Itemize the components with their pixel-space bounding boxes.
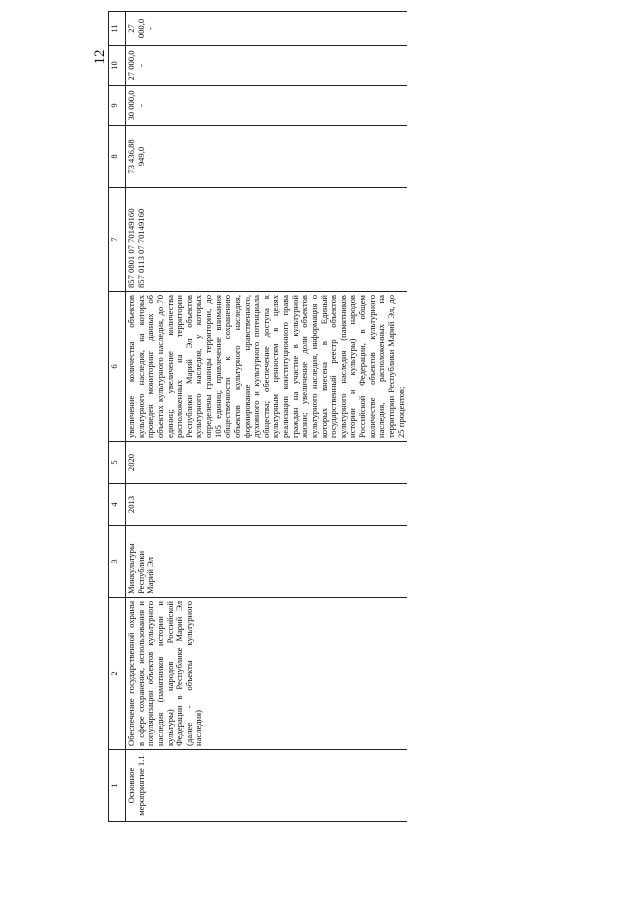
header-col-9: 9 — [109, 86, 126, 126]
header-col-6: 6 — [109, 292, 126, 442]
cell-col11 — [126, 12, 408, 46]
cell-measure-number: Основное мероприятие 1.1 — [126, 750, 408, 822]
table-row — [126, 12, 408, 822]
cell-start-year: 2013 — [126, 484, 408, 526]
value-col8-line1: 73 436,88 — [126, 139, 136, 174]
header-row — [109, 12, 126, 822]
header-col-2: 2 — [109, 598, 126, 750]
cell-col9 — [126, 86, 408, 126]
budget-code-2: 857 0113 07 70149160 — [135, 208, 146, 288]
cell-col8 — [126, 126, 408, 188]
rotated-table-container — [108, 12, 528, 822]
page-number: 12 — [92, 49, 108, 65]
header-col-1: 1 — [109, 750, 126, 822]
cell-budget-codes — [126, 188, 408, 292]
cell-end-year: 2020 — [126, 442, 408, 484]
cell-col10 — [126, 46, 408, 86]
header-col-11: 11 — [109, 12, 126, 46]
value-col11-line1: 27 000,0 — [126, 18, 146, 39]
value-col9-line1: 30 000,0 — [126, 90, 136, 121]
header-col-8: 8 — [109, 126, 126, 188]
cell-expected-results: увеличение количества объектов культурного наследия, на которых проведен мониторинг данных об объектах культурного наследия, до 70 единиц; увеличение количества расположенных на территории Республики Марий Эл объектов культурного наследия, у которых определены границы территории, до 105 единиц; привлечение внимания общественности к сохранению объектов культурного наследия, формирование нравственного, духовного и культурного потенциала общества; обеспечение доступа к культурным ценностям в целях реализации конституционного права граждан на участие в культурной жизни; увеличение доли объектов культурного наследия, информация о которых внесена в Единый государственный реестр объектов культурного наследия (памятников истории и культуры) народов Российской Федерации, в общем количестве объектов культурного наследия, расположенных на территории Республики Марий Эл, до 25 процентов; — [126, 292, 408, 442]
program-table — [108, 11, 407, 822]
cell-executor: Минкультуры Республики Марий Эл — [126, 526, 408, 598]
value-col8-line2: 949,0 — [135, 146, 146, 167]
value-col10-line2: - — [135, 64, 146, 67]
cell-measure-name: Обеспечение государственной охраны в сфере сохранения, использования и популяризации объектов культурного наследия (памятников истории и культуры) народов Российской Федерации в Республике Марий Эл (далее - объекты культурного наследия) — [126, 598, 408, 750]
budget-code-1: 857 0801 07 70149160 — [126, 208, 136, 288]
header-col-4: 4 — [109, 484, 126, 526]
header-col-3: 3 — [109, 526, 126, 598]
header-col-5: 5 — [109, 442, 126, 484]
value-col9-line2: - — [135, 104, 146, 107]
value-col11-line2: - — [145, 27, 156, 30]
header-col-10: 10 — [109, 46, 126, 86]
header-col-7: 7 — [109, 188, 126, 292]
value-col10-line1: 27 000,0 — [126, 50, 136, 81]
